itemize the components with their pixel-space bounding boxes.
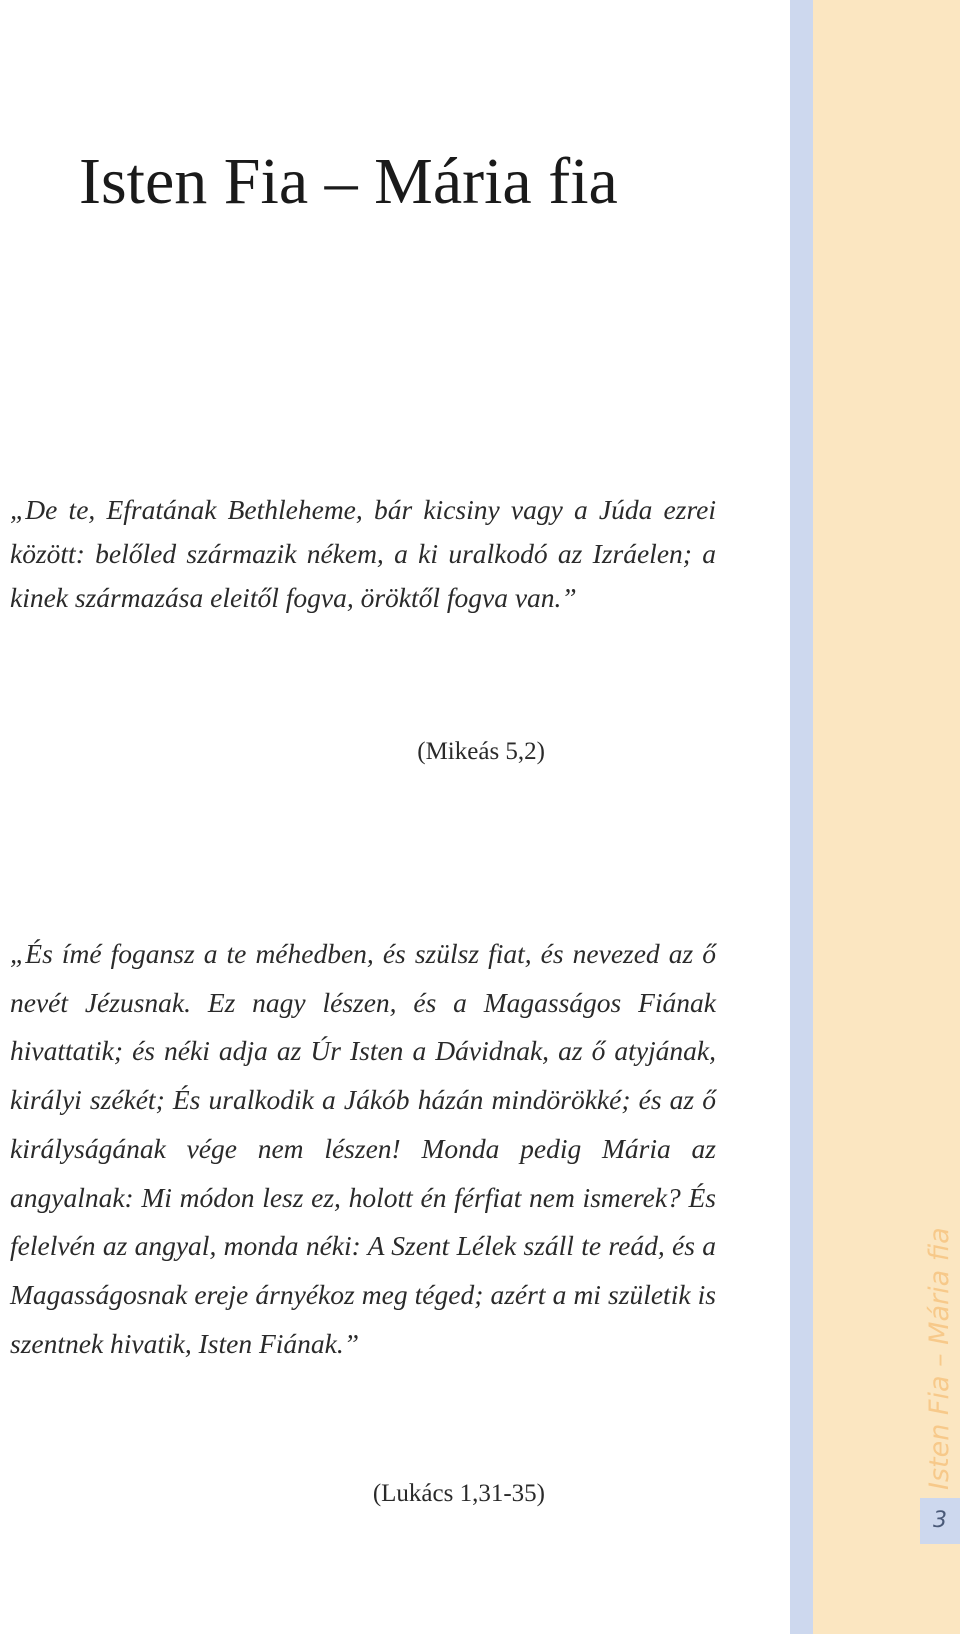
- page-number-box: [920, 1498, 960, 1544]
- quote-luke: „És ímé fogansz a te méhedben, és szülsz fiat, és nevezed az ő nevét Jézusnak. Ez nagy lészen, és a Magasságos Fiának hivattatik; és néki adja az Úr Isten a Dávidnak, az ő atyjának, királyi székét; És uralkodik a Jákób házán mindörökké; és az ő királyságának vége nem lészen! Monda pedig Mária az angyalnak: Mi módon lesz ez, holott én férfiat nem ismerek? És felelvén az angyal, monda néki: A Szent Lélek száll te reád, és a Magasságosnak ereje árnyékoz meg téged; azért a mi születik is szentnek hivatik, Isten Fiának.”: [10, 938, 716, 1359]
- running-title-vertical: Isten Fia – Mária fia: [924, 1227, 955, 1490]
- page-title: Isten Fia – Mária fia: [79, 145, 618, 218]
- quote-reference-micah: (Mikeás 5,2): [417, 738, 545, 765]
- margin-blue-strip: [790, 0, 813, 1634]
- quote-micah: „De te, Efratának Bethleheme, bár kicsiny vagy a Júda ezrei között: belőled származik nékem, a ki uralkodó az Izráelen; a kinek származása eleitől fogva, öröktől fogva van.”: [10, 494, 716, 613]
- quote-reference-luke: (Lukács 1,31-35): [372, 1480, 545, 1507]
- page-number: 3: [933, 1508, 947, 1533]
